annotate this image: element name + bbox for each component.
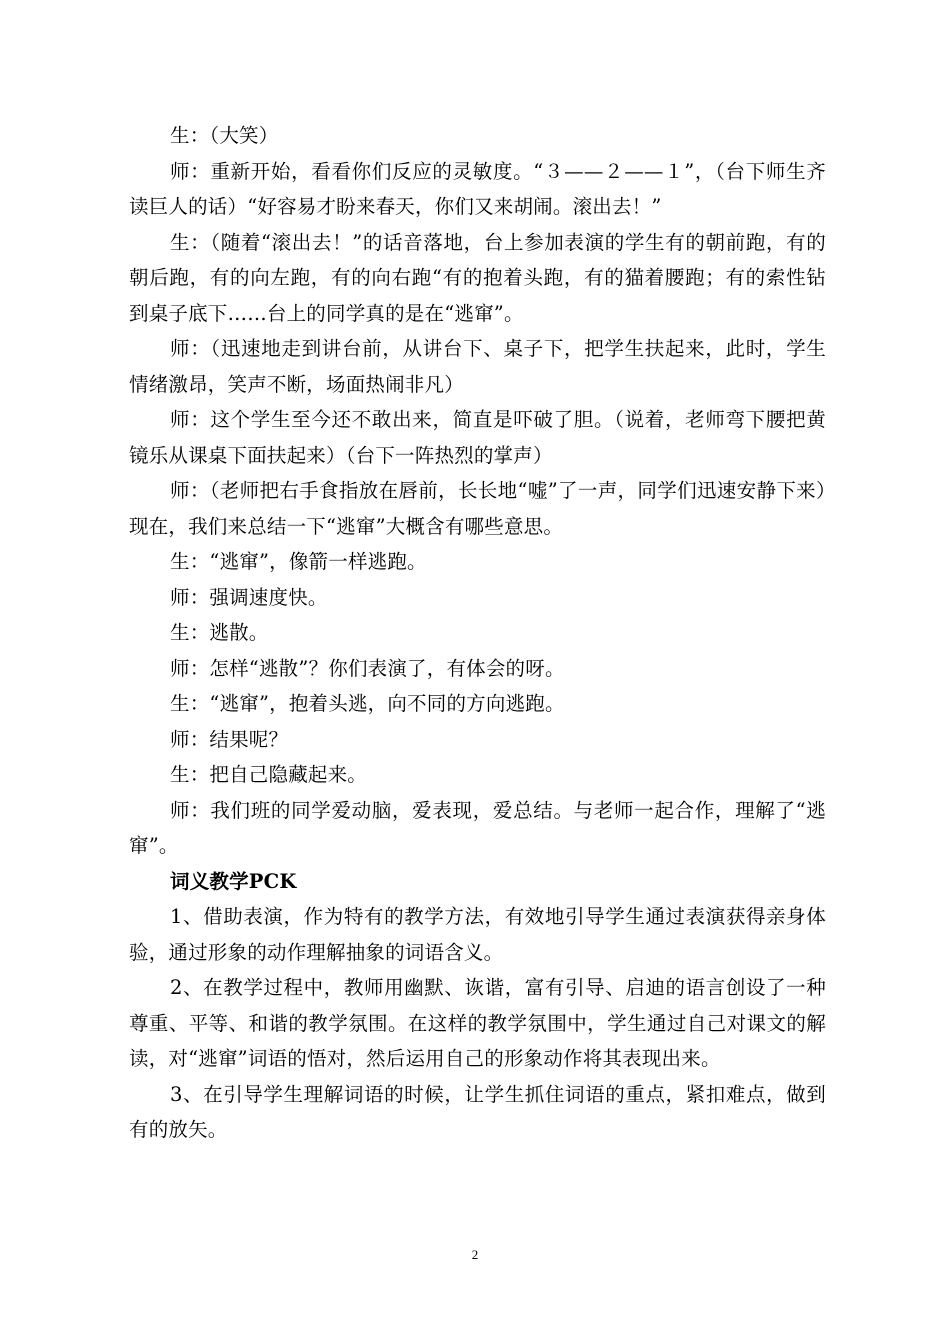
dialogue-line: 生：“逃窜”，像箭一样逃跑。 xyxy=(170,550,427,573)
page-number: 2 xyxy=(471,1247,479,1262)
dialogue-line: 师：结果呢？ xyxy=(170,727,289,751)
pck-point: 1、借助表演，作为特有的教学方法，有效地引导学生通过表演获得亲身体验，通过形象的动作理解抽象的词语含义。 xyxy=(129,905,826,964)
dialogue-line: 师：重新开始，看看你们反应的灵敏度。“３——２——１”，（台下师生齐读巨人的话）“好容易才盼来春天，你们又来胡闹。滚出去！” xyxy=(129,159,826,218)
dialogue-line: 师：（迅速地走到讲台前，从讲台下、桌子下，把学生扶起来，此时，学生情绪激昂，笑声不断，场面热闹非凡） xyxy=(129,337,826,396)
dialogue-line: 生：把自己隐藏起来。 xyxy=(170,763,368,786)
dialogue-line: 师：怎样“逃散”？你们表演了，有体会的呀。 xyxy=(170,656,565,680)
dialogue-line: 师：我们班的同学爱动脑，爱表现，爱总结。与老师一起合作，理解了“逃窜”。 xyxy=(129,798,826,857)
dialogue-line: 生：（随着“滚出去！”的话音落地，台上参加表演的学生有的朝前跑，有的朝后跑，有的向左跑，有的向右跑“有的抱着头跑，有的猫着腰跑；有的索性钻到桌子底下……台上的同学真的是在“逃窜”。 xyxy=(129,230,826,325)
section-heading: 词义教学PCK xyxy=(170,869,297,893)
dialogue-line: 师：这个学生至今还不敢出来，简直是吓破了胆。（说着，老师弯下腰把黄镜乐从课桌下面扶起来）（台下一阵热烈的掌声） xyxy=(129,408,826,467)
dialogue-line: 生：逃散。 xyxy=(170,621,269,644)
dialogue-line: 师：（老师把右手食指放在唇前，长长地“嘘”了一声，同学们迅速安静下来）现在，我们来总结一下“逃窜”大概含有哪些意思。 xyxy=(129,479,826,538)
dialogue-line: 生：（大笑） xyxy=(170,124,279,147)
dialogue-line: 生：“逃窜”，抱着头逃，向不同的方向逃跑。 xyxy=(170,692,565,715)
pck-point: 3、在引导学生理解词语的时候，让学生抓住词语的重点，紧扣难点，做到有的放矢。 xyxy=(129,1082,826,1141)
dialogue-line: 师：强调速度快。 xyxy=(170,585,328,609)
body-text xyxy=(129,118,826,1148)
pck-point: 2、在教学过程中，教师用幽默、诙谐，富有引导、启迪的语言创设了一种尊重、平等、和谐的教学氛围。在这样的教学氛围中，学生通过自己对课文的解读，对“逃窜”词语的悟对，然后运用自己的形象动作将其表现出来。 xyxy=(129,976,826,1070)
